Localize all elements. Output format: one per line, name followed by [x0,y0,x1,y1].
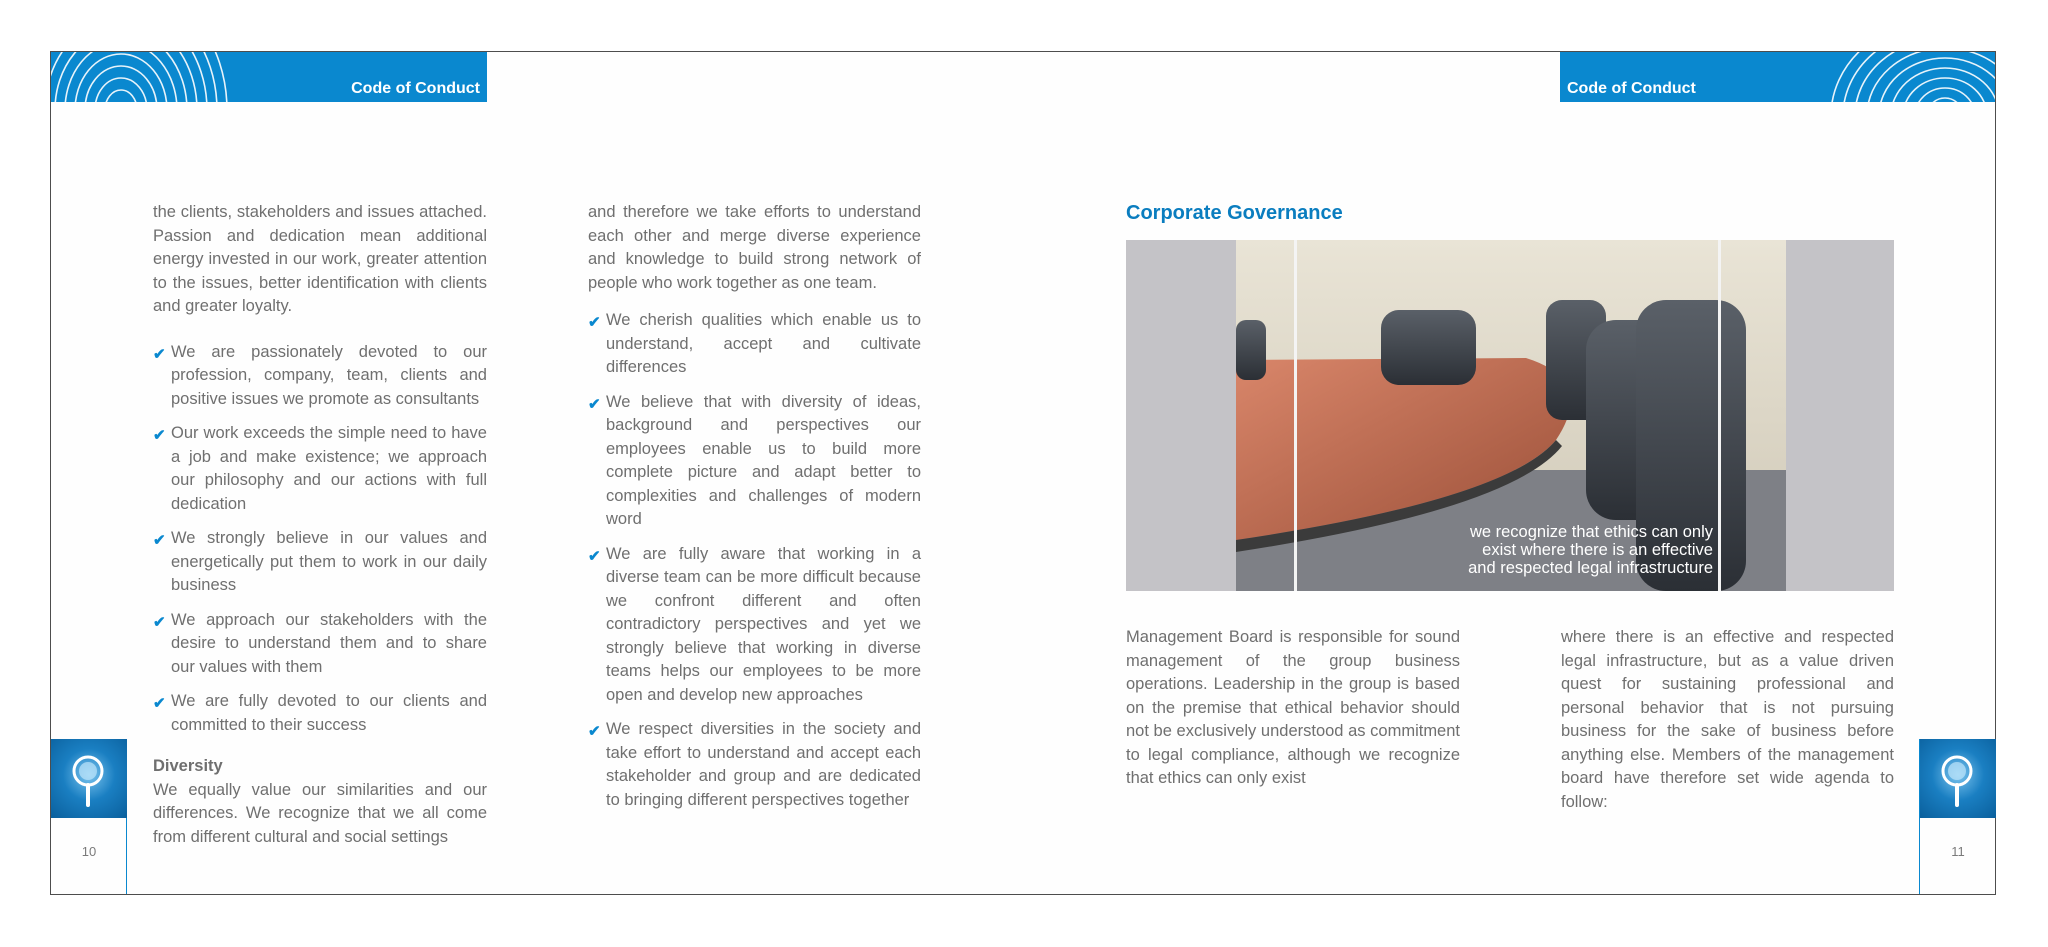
boardroom-photo [1126,240,1894,591]
intro-paragraph: and therefore we take efforts to understand each other and merge diverse experience and knowledge to build strong network of people who work together as one team. [588,203,921,292]
magnifier-icon [51,739,127,818]
right-column-1 [1126,626,1460,791]
checkmark-icon: ✔ [588,395,601,413]
governance-paragraph: where there is an effective and respected legal infrastructure, but as a value driven quest for sustaining professional and personal behavior that is not pursuing business for the sake of business before anything else. Members of the management board have therefore set wide agenda to follow: [1561,628,1894,811]
header-title-left: Code of Conduct [351,80,480,97]
list-item: ✔ We respect diversities in the society and take effort to understand and accept each stakeholder and group and are dedicated to bringing different perspectives together [588,720,921,809]
list-item: ✔ We are fully aware that working in a diverse team can be more difficult because we confront different and often contradictory perspectives and yet we strongly believe that working in diverse teams helps our employees to be more open and develop new approaches [588,544,921,704]
diversity-heading: Diversity [153,757,223,775]
checkmark-icon: ✔ [153,427,166,444]
checkmark-icon: ✔ [153,532,166,549]
magnifier-icon [1920,739,1996,818]
intro-paragraph: the clients, stakeholders and issues attached. Passion and dedication mean additional energy invested in our work, greater attention to the issues, better identification with clients and greater loyalty. [153,203,487,315]
header-title-right: Code of Conduct [1567,80,1696,97]
page-sidebar-right [1919,739,1995,894]
section-title: Corporate Governance [1126,202,1343,224]
diversity-paragraph: We equally value our similarities and our differences. We recognize that we all come from different cultural and social settings [153,780,487,846]
fingerprint-icon [51,52,251,102]
governance-paragraph: Management Board is responsible for sound management of the group business operations. Leadership in the group is based on the premise that ethical behavior should not be exclusively understood as commitment to legal compliance, although we recognize that ethics can only exist [1126,628,1460,787]
checkmark-icon: ✔ [153,345,166,363]
list-item: ✔ We are passionately devoted to our profession, company, team, clients and positive issues we promote as consultants [153,342,487,408]
photo-caption-line: exist where there is an effective [1482,541,1713,559]
page-number-left: 10 [81,844,97,859]
list-item: ✔ We strongly believe in our values and energetically put them to work in our daily business [153,529,487,594]
right-column-2 [1561,626,1894,814]
values-bullet-list [153,341,487,738]
page-sidebar-left [51,739,127,894]
list-item: ✔ We approach our stakeholders with the desire to understand them and to share our values with them [153,610,487,676]
left-column-1 [153,201,487,849]
page-number-right: 11 [1951,844,1965,859]
photo-caption-line: we recognize that ethics can only [1469,523,1713,541]
checkmark-icon: ✔ [588,314,601,331]
checkmark-icon: ✔ [588,547,601,565]
header-tab-right [1560,52,1995,102]
list-item: ✔ We believe that with diversity of ideas, background and perspectives our employees enable us to build more complete picture and adapt better to complexities and challenges of modern word [588,392,921,528]
photo-caption-line: and respected legal infrastructure [1468,559,1713,577]
list-item: ✔ We cherish qualities which enable us to understand, accept and cultivate differences [588,311,921,376]
checkmark-icon: ✔ [153,613,166,631]
list-item: ✔ We are fully devoted to our clients and committed to their success [153,692,487,734]
fingerprint-icon [1805,52,1995,102]
checkmark-icon: ✔ [588,723,601,740]
left-column-2 [588,201,921,812]
diversity-bullet-list [588,309,921,812]
header-tab-left [51,52,487,102]
checkmark-icon: ✔ [153,695,166,712]
list-item: ✔ Our work exceeds the simple need to have a job and make existence; we approach our philosophy and our actions with full dedication [153,424,487,513]
